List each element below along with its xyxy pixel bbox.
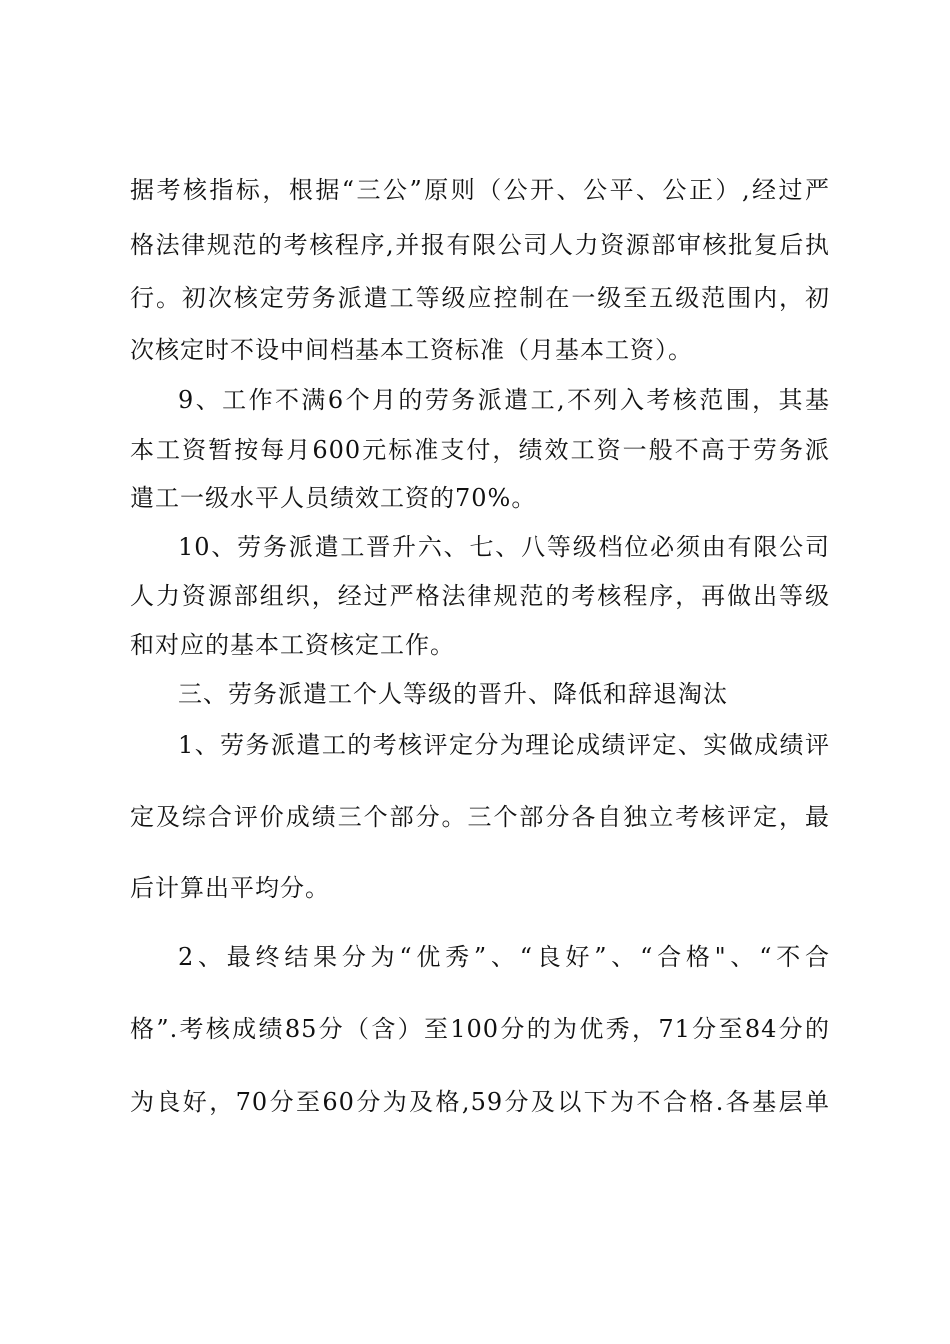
paragraph-line: 2、最终结果分为“优秀”、“良好”、“合格"、“不合 (178, 943, 830, 971)
paragraph-line: 据考核指标，根据“三公”原则（公开、公平、公正）,经过严 (130, 176, 830, 204)
paragraph-line: 人力资源部组织，经过严格法律规范的考核程序，再做出等级 (130, 582, 830, 610)
paragraph-line: 和对应的基本工资核定工作。 (130, 631, 455, 659)
paragraph-line: 格”.考核成绩85分（含）至100分的为优秀，71分至84分的 (130, 1015, 830, 1043)
paragraph-line: 1、劳务派遣工的考核评定分为理论成绩评定、实做成绩评 (178, 731, 830, 759)
paragraph-line: 本工资暂按每月600元标准支付，绩效工资一般不高于劳务派 (130, 436, 830, 464)
paragraph-line: 为良好，70分至60分为及格,59分及以下为不合格.各基层单 (130, 1088, 830, 1116)
paragraph-line: 10、劳务派遣工晋升六、七、八等级档位必须由有限公司 (178, 533, 830, 561)
paragraph-line: 9、工作不满6个月的劳务派遣工,不列入考核范围，其基 (178, 386, 830, 414)
paragraph-line: 后计算出平均分。 (130, 874, 330, 902)
paragraph-line: 次核定时不设中间档基本工资标准（月基本工资）。 (130, 336, 693, 364)
paragraph-line: 行。初次核定劳务派遣工等级应控制在一级至五级范围内，初 (130, 284, 830, 312)
paragraph-line: 遣工一级水平人员绩效工资的70%。 (130, 484, 537, 512)
paragraph-line: 定及综合评价成绩三个部分。三个部分各自独立考核评定，最 (130, 803, 830, 831)
paragraph-line: 格法律规范的考核程序,并报有限公司人力资源部审核批复后执 (130, 231, 830, 259)
section-heading: 三、劳务派遣工个人等级的晋升、降低和辞退淘汰 (178, 680, 728, 708)
